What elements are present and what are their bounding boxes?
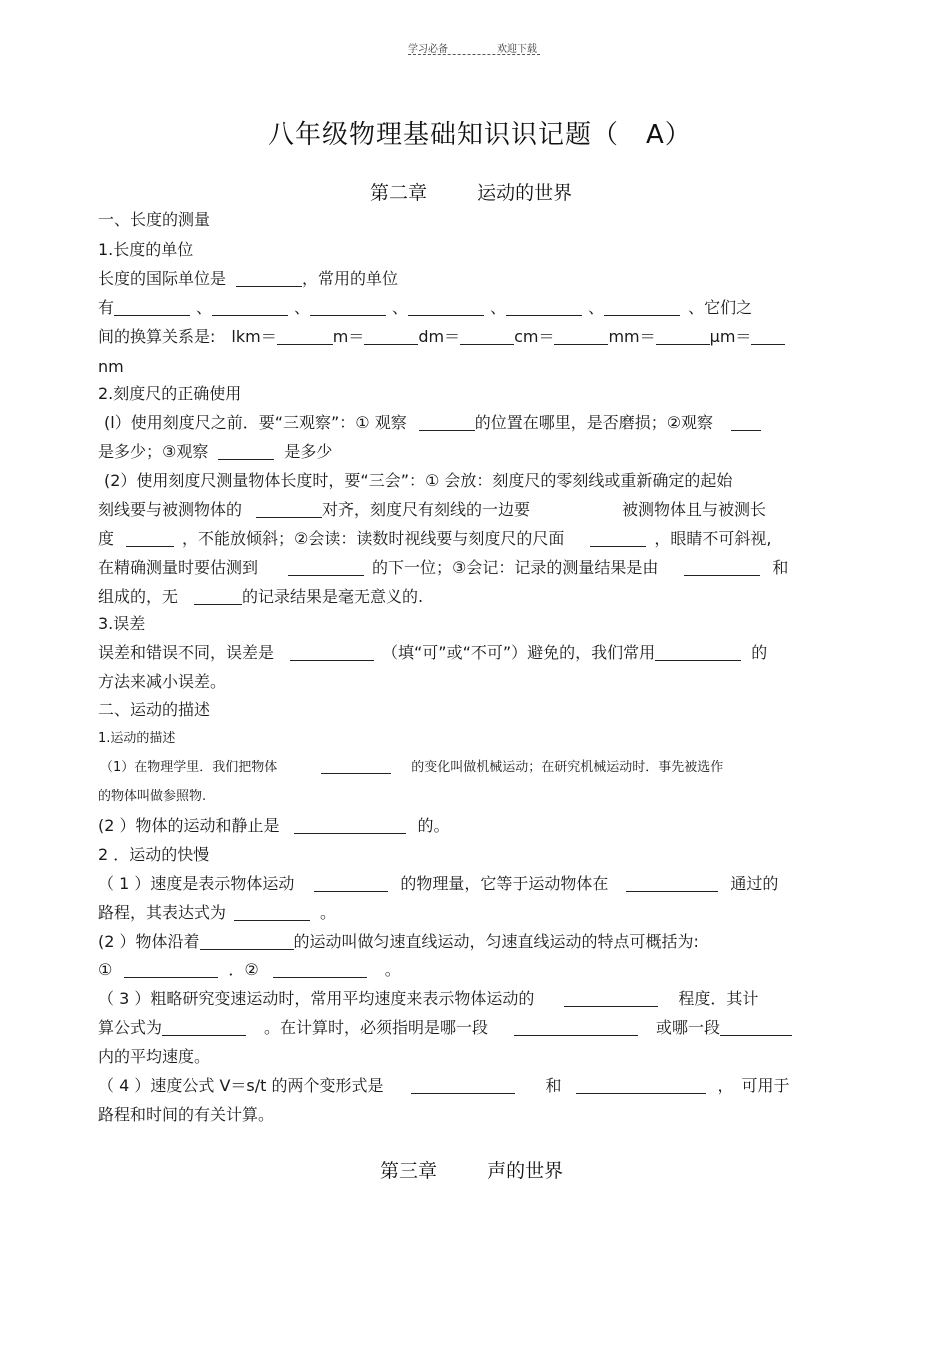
chapter2-name: 运动的世界 [477,182,573,204]
question-line: 的物体叫做参照物. [98,789,207,804]
header-divider [408,54,540,55]
answer-blank[interactable] [288,559,364,576]
answer-blank[interactable] [720,1019,792,1036]
question-line: 路程和时间的有关计算。 [98,1105,275,1124]
answer-blank[interactable] [655,644,741,661]
answer-blank[interactable] [626,875,718,892]
section-heading: 二、运动的描述 [98,700,211,719]
answer-blank[interactable] [564,990,658,1007]
question-line: （ 1 ）速度是表示物体运动 的物理量，它等于运动物体在 通过的 [98,874,779,893]
question-line: 刻线要与被测物体的 对齐，刻度尺有刻线的一边要 被测物体且与被测长 [98,500,767,519]
answer-blank[interactable] [604,299,680,316]
question-line: 误差和错误不同，误差是 （填“可”或“不可”）避免的，我们常用 的 [98,643,768,662]
header-left: 学习必备 [408,44,448,55]
answer-blank[interactable] [294,817,406,834]
answer-blank[interactable] [218,443,274,460]
chapter2-heading [370,178,572,205]
subsection-heading: 2.刻度尺的正确使用 [98,384,242,403]
subsection-heading: 1.运动的描述 [98,731,176,746]
question-line: 组成的，无 的记录结果是毫无意义的. [98,587,424,606]
answer-blank[interactable] [212,299,288,316]
question-line: (2 ）物体的运动和静止是 的。 [98,816,450,835]
question-line: 度 ，不能放倾斜；②会读：读数时视线要与刻度尺的尺面 ，眼睛不可斜视, [98,529,772,548]
header-right: 欢迎下载 [497,44,537,55]
subsection-heading: 2 ．运动的快慢 [98,845,210,864]
question-line: 有 、 、 、 、 、 、它们之 [98,298,753,317]
answer-blank[interactable] [419,414,475,431]
answer-blank[interactable] [314,875,388,892]
question-line: (2）使用刻度尺测量物体长度时，要“三会”：① 会放：刻度尺的零刻线或重新确定的起始 [104,471,733,490]
section-heading: 一、长度的测量 [98,210,211,229]
question-line: 路程，其表达式为 。 [98,903,337,922]
question-line: (l）使用刻度尺之前．要“三观察”：① 观察 的位置在哪里，是否磨损；②观察 [104,413,761,433]
chapter2-label: 第二章 [370,182,428,204]
question-line: 算公式为 。在计算时，必须指明是哪一段 或哪一段 [98,1018,792,1038]
answer-blank[interactable] [514,1019,638,1036]
chapter3-name: 声的世界 [487,1160,564,1182]
answer-blank[interactable] [310,299,386,316]
answer-blank[interactable] [114,299,190,316]
answer-blank[interactable] [277,328,333,345]
answer-blank[interactable] [684,559,760,576]
answer-blank[interactable] [273,961,367,978]
answer-blank[interactable] [590,530,646,547]
question-line: 内的平均速度。 [98,1047,211,1066]
question-line: 是多少；③观察 是多少 [98,442,333,461]
question-line: 在精确测量时要估测到 的下一位；③会记：记录的测量结果是由 和 [98,558,789,577]
answer-blank[interactable] [576,1077,706,1094]
answer-blank[interactable] [460,328,514,345]
answer-blank[interactable] [364,328,418,345]
answer-blank[interactable] [554,328,608,345]
question-line: 方法来减小误差。 [98,672,227,691]
answer-blank[interactable] [234,904,310,921]
answer-blank[interactable] [751,328,785,345]
answer-blank[interactable] [656,328,710,345]
unit-nm: nm [98,357,124,376]
answer-blank[interactable] [162,1019,246,1036]
answer-blank[interactable] [506,299,582,316]
question-line: （ 4 ）速度公式 V＝s/t 的两个变形式是 和 ， 可用于 [98,1076,790,1095]
answer-blank[interactable] [321,759,391,774]
question-line: （1）在物理学里．我们把物体 的变化叫做机械运动；在研究机械运动时．事先被选作 [100,760,724,775]
answer-blank[interactable] [126,530,174,547]
subsection-heading: 3.误差 [98,614,146,633]
answer-blank[interactable] [411,1077,515,1094]
question-line: ① ．② 。 [98,960,401,979]
answer-blank[interactable] [124,961,218,978]
answer-blank[interactable] [408,299,484,316]
answer-blank[interactable] [236,270,302,287]
chapter3-label: 第三章 [380,1160,438,1182]
answer-blank[interactable] [290,644,374,661]
answer-blank[interactable] [200,933,294,950]
question-line: 长度的国际单位是 ，常用的单位 [98,269,399,288]
question-line: （ 3 ）粗略研究变速运动时，常用平均速度来表示物体运动的 程度．其计 [98,989,759,1008]
answer-blank[interactable] [731,414,761,431]
subsection-heading: 1.长度的单位 [98,240,194,259]
answer-blank[interactable] [256,501,322,518]
answer-blank[interactable] [194,588,242,605]
question-line: (2 ）物体沿着 的运动叫做匀速直线运动，匀速直线运动的特点可概括为: [98,932,699,951]
page-title: 八年级物理基础知识识记题（ A） [268,120,692,150]
question-line: 间的换算关系是: lkm＝ m＝ dm＝ cm＝ mm＝ μm＝ [98,327,785,347]
chapter3-heading [380,1156,563,1183]
